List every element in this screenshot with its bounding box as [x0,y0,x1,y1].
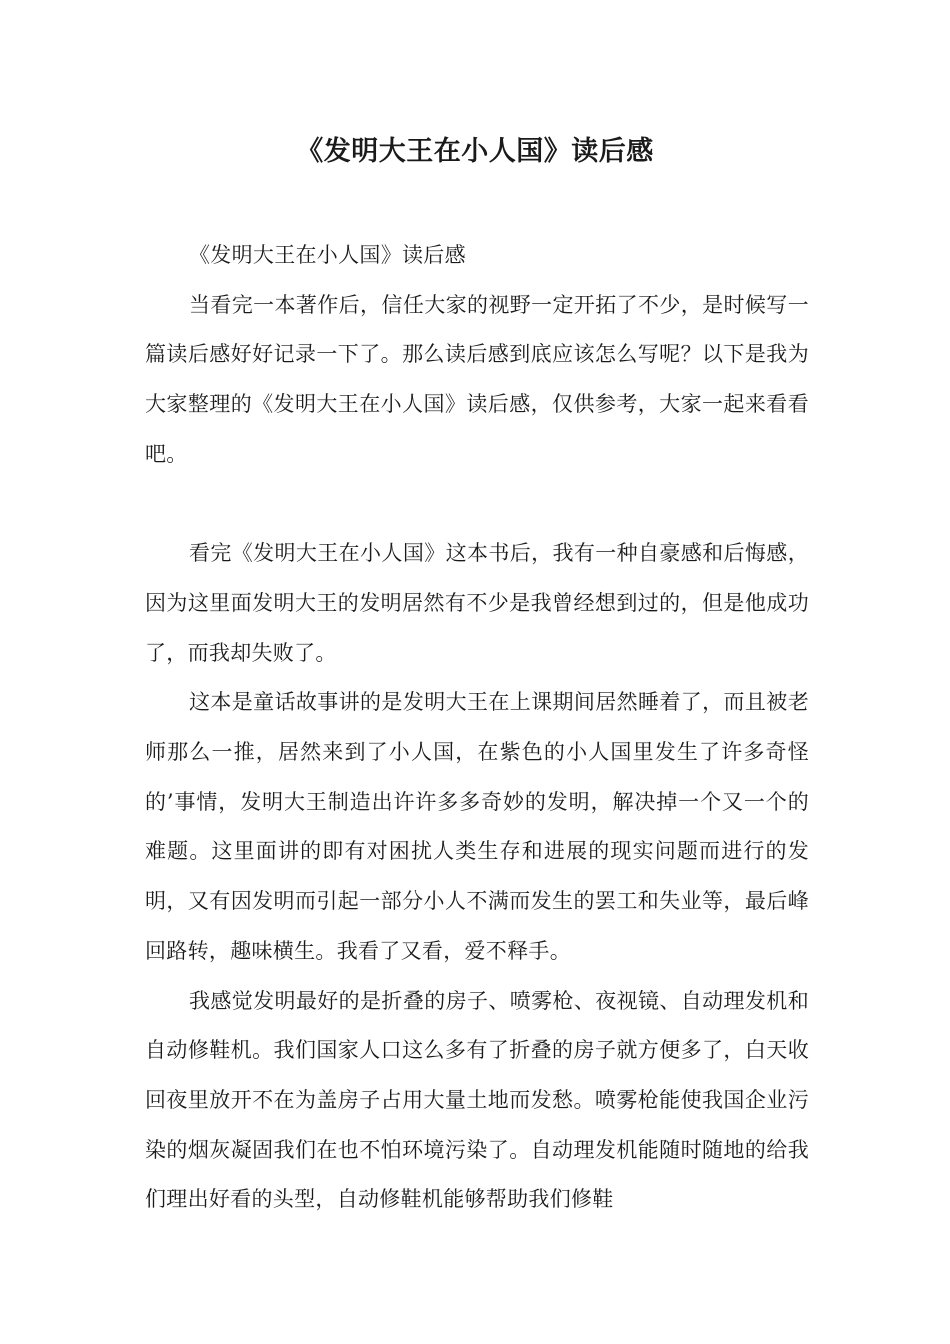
document-title: 《发明大王在小人国》读后感 [296,136,654,167]
document-body [145,231,809,1225]
paragraph-1: 看完《发明大王在小人国》这本书后，我有一种自豪感和后悔感，因为这里面发明大王的发明居然有不少是我曾经想到过的，但是他成功了，而我却失败了。 [145,541,809,665]
paragraph-intro: 当看完一本著作后，信任大家的视野一定开拓了不少，是时候写一篇读后感好好记录一下了。那么读后感到底应该怎么写呢？以下是我为大家整理的《发明大王在小人国》读后感，仅供参考，大家一起来看看吧。 [145,292,809,466]
paragraph-2: 这本是童话故事讲的是发明大王在上课期间居然睡着了，而且被老师那么一推，居然来到了小人国，在紫色的小人国里发生了许多奇怪的’事情，发明大王制造出许许多多奇妙的发明，解决掉一个又一个的难题。这里面讲的即有对困扰人类生存和进展的现实问题而进行的发明，又有因发明而引起一部分小人不满而发生的罢工和失业等，最后峰回路转，趣味横生。我看了又看，爱不释手。 [145,690,809,963]
paragraph-subtitle: 《发明大王在小人国》读后感 [189,243,466,267]
paragraph-3: 我感觉发明最好的是折叠的房子、喷雾枪、夜视镜、自动理发机和自动修鞋机。我们国家人口这么多有了折叠的房子就方便多了，白天收回夜里放开不在为盖房子占用大量土地而发愁。喷雾枪能使我国企业污染的烟灰凝固我们在也不怕环境污染了。自动理发机能随时随地的给我们理出好看的头型，自动修鞋机能够帮助我们修鞋 [145,988,809,1212]
blank-line [145,480,809,530]
